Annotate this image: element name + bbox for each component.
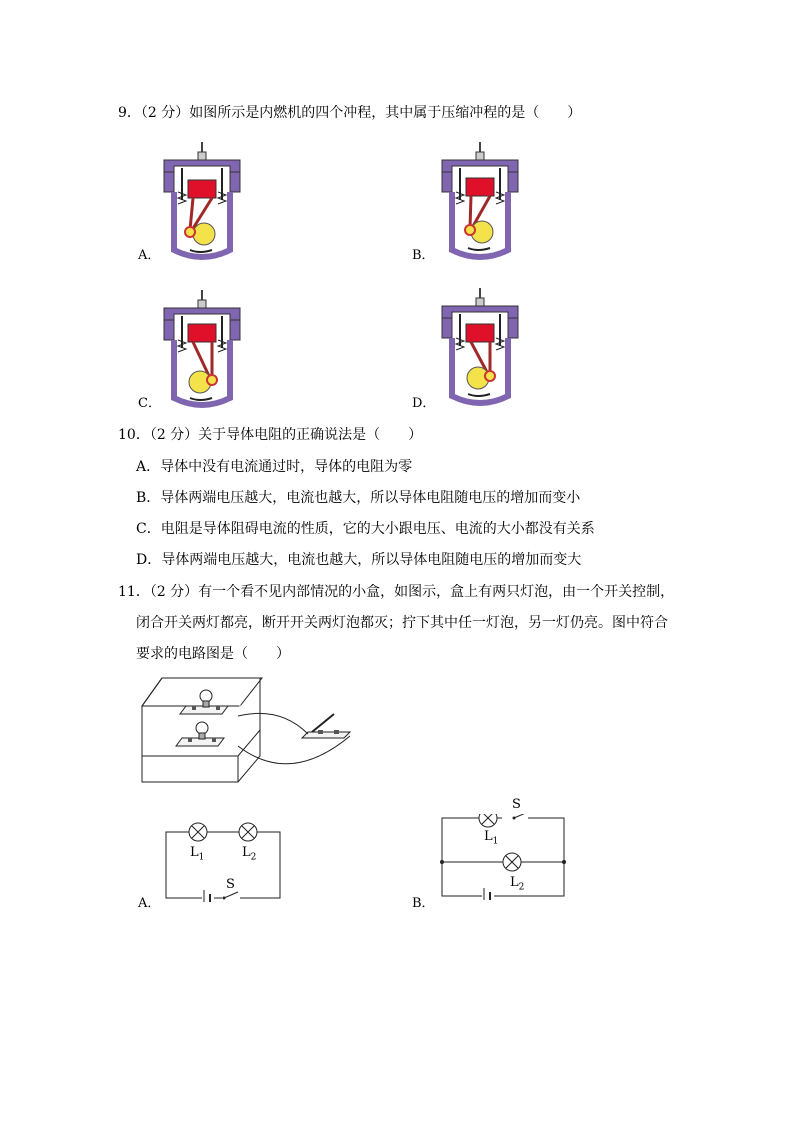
circuit-a-lamp1-label: $L_1$ (190, 845, 205, 863)
q9-option-b-label: B． (412, 248, 435, 263)
q11-option-b-label: B． (412, 896, 435, 911)
engine-diagram-b (438, 142, 522, 262)
box-with-bulbs-diagram (140, 676, 362, 788)
circuit-b-switch-label: S (512, 797, 521, 812)
q10-option-d: D．导体两端电压越大，电流也越大，所以导体电阻随电压的增加而变大 (136, 552, 582, 568)
circuit-b-lamp2-label: $L_2$ (510, 875, 525, 893)
circuit-a-lamp2-label: $L_2$ (242, 845, 257, 863)
circuit-diagram-b (440, 814, 568, 900)
circuit-a-switch-label: S (226, 877, 235, 892)
q9-option-d-label: D． (412, 396, 436, 411)
engine-diagram-d (438, 288, 522, 408)
engine-diagram-c (160, 290, 244, 410)
q11-stem-line-2: 闭合开关两灯都亮，断开开关两灯泡都灭；拧下其中任一灯泡，另一灯仍亮。图中符合 (136, 615, 668, 631)
q10-option-c: C．电阻是导体阻碍电流的性质，它的大小跟电压、电流的大小都没有关系 (136, 521, 595, 537)
q11-stem-line-3: 要求的电路图是（ ） (136, 646, 290, 662)
q9-option-c-label: C． (138, 396, 161, 411)
q11-option-a-label: A． (138, 896, 161, 911)
q9-stem: 9．（2 分）如图所示是内燃机的四个冲程，其中属于压缩冲程的是（ ） (118, 105, 582, 121)
engine-diagram-a (160, 142, 244, 262)
q9-option-a-label: A． (138, 248, 161, 263)
q10-option-b: B．导体两端电压越大，电流也越大，所以导体电阻随电压的增加而变小 (136, 490, 581, 506)
q10-option-a: A．导体中没有电流通过时，导体的电阻为零 (136, 459, 413, 475)
q10-stem: 10．（2 分）关于导体电阻的正确说法是（ ） (118, 427, 423, 443)
circuit-b-lamp1-label: $L_1$ (484, 829, 499, 847)
q11-stem-line-1: 11．（2 分）有一个看不见内部情况的小盒，如图示，盒上有两只灯泡，由一个开关控制， (118, 584, 675, 600)
circuit-diagram-a (164, 818, 282, 902)
